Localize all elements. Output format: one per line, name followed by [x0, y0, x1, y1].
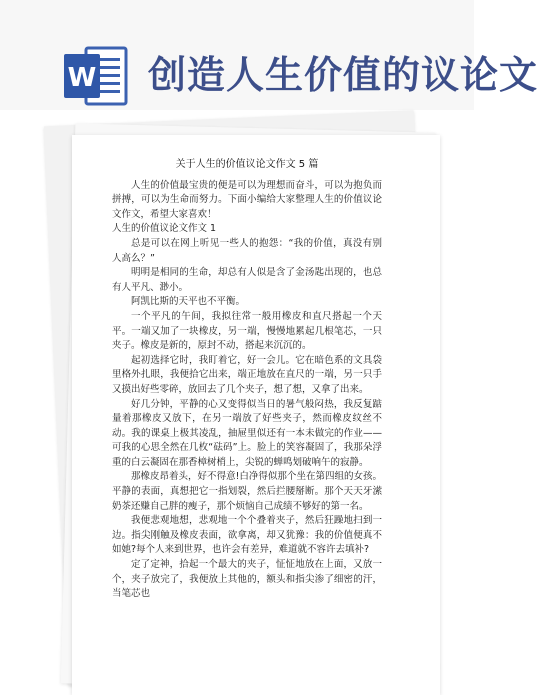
banner-title: 创造人生价值的议论文	[148, 53, 538, 97]
paragraph: 好几分钟，平静的心又变得似当日的暑气般闷热，我反复踮量着那橡皮又放下，在另一端放了好些夹子，然而橡皮纹丝不动。我的课桌上极其凌乱，抽屉里似还有一本未做完的作业——可我的心思全然在几枚“砝码”上。脸上的笑容凝固了，我那朵浮重的白云凝固在那香樟树梢上，尖锐的蝉鸣划破响午的寂静。	[112, 398, 382, 468]
banner	[0, 0, 538, 110]
paragraph: 明明是相同的生命，却总有人似是含了金汤匙出现的，也总有人平凡、渺小。	[112, 267, 382, 293]
paragraph: 我便悲观地想，悲观地一个个叠着夹子，然后狂躁地扫到一边。指尖刚触及橡皮表面，欲拿离，却又犹豫：我的价值便真不如她?每个人来到世界，也许会有差异，难道就不容许去填补?	[112, 515, 382, 556]
paragraph: 起初选择它时，我盯着它，好一会儿。它在暗色系的文具袋里格外扎眼，我便拾它出来，端正地放在直尺的一端，另一只手又摸出好些零碎，放回去了几个夹子，想了想，又拿了出来。	[112, 354, 382, 395]
paragraph: 一个平凡的午间，我拟往常一般用橡皮和直尺搭起一个天平。一端又加了一块橡皮，另一端，慢慢地累起几根笔芯，一只夹子。橡皮是新的，原封不动，搭起来沉沉的。	[112, 310, 382, 352]
paragraph: 人生的价值最宝贵的便是可以为理想而奋斗，可以为抱负而拼搏，可以为生命而努力。下面小编给大家整理人生的价值议论文作文，希望大家喜欢！	[112, 179, 382, 220]
document-title: 关于人生的价值议论文作文 5 篇	[175, 159, 319, 170]
paragraph: 总是可以在网上听见一些人的抱怨：“我的价值，真没有别人高么？”	[112, 237, 382, 264]
document-body	[112, 158, 382, 602]
section-heading: 人生的价值议论文作文 1	[112, 223, 217, 235]
paragraph: 阿凯比斯的天平也不平衡。	[131, 296, 246, 308]
paragraph: 定了定神，拾起一个最大的夹子，怔怔地放在上面，又放一个，夹子放完了，我便放上其他的，额头和指尖渗了细密的汗，当笔芯也	[112, 559, 382, 600]
word-icon	[60, 40, 130, 110]
svg-text:W: W	[67, 63, 97, 93]
paragraph: 那橡皮昂着头，好不得意!白净得似那个坐在第四组的女孩。平静的表面，真想把它一指划裂，然后拦腰掰断。那个天天牙潆奶茶还赚自己胖的瘦子，那个烦恼自己成绩不够好的第一名。	[112, 471, 382, 512]
